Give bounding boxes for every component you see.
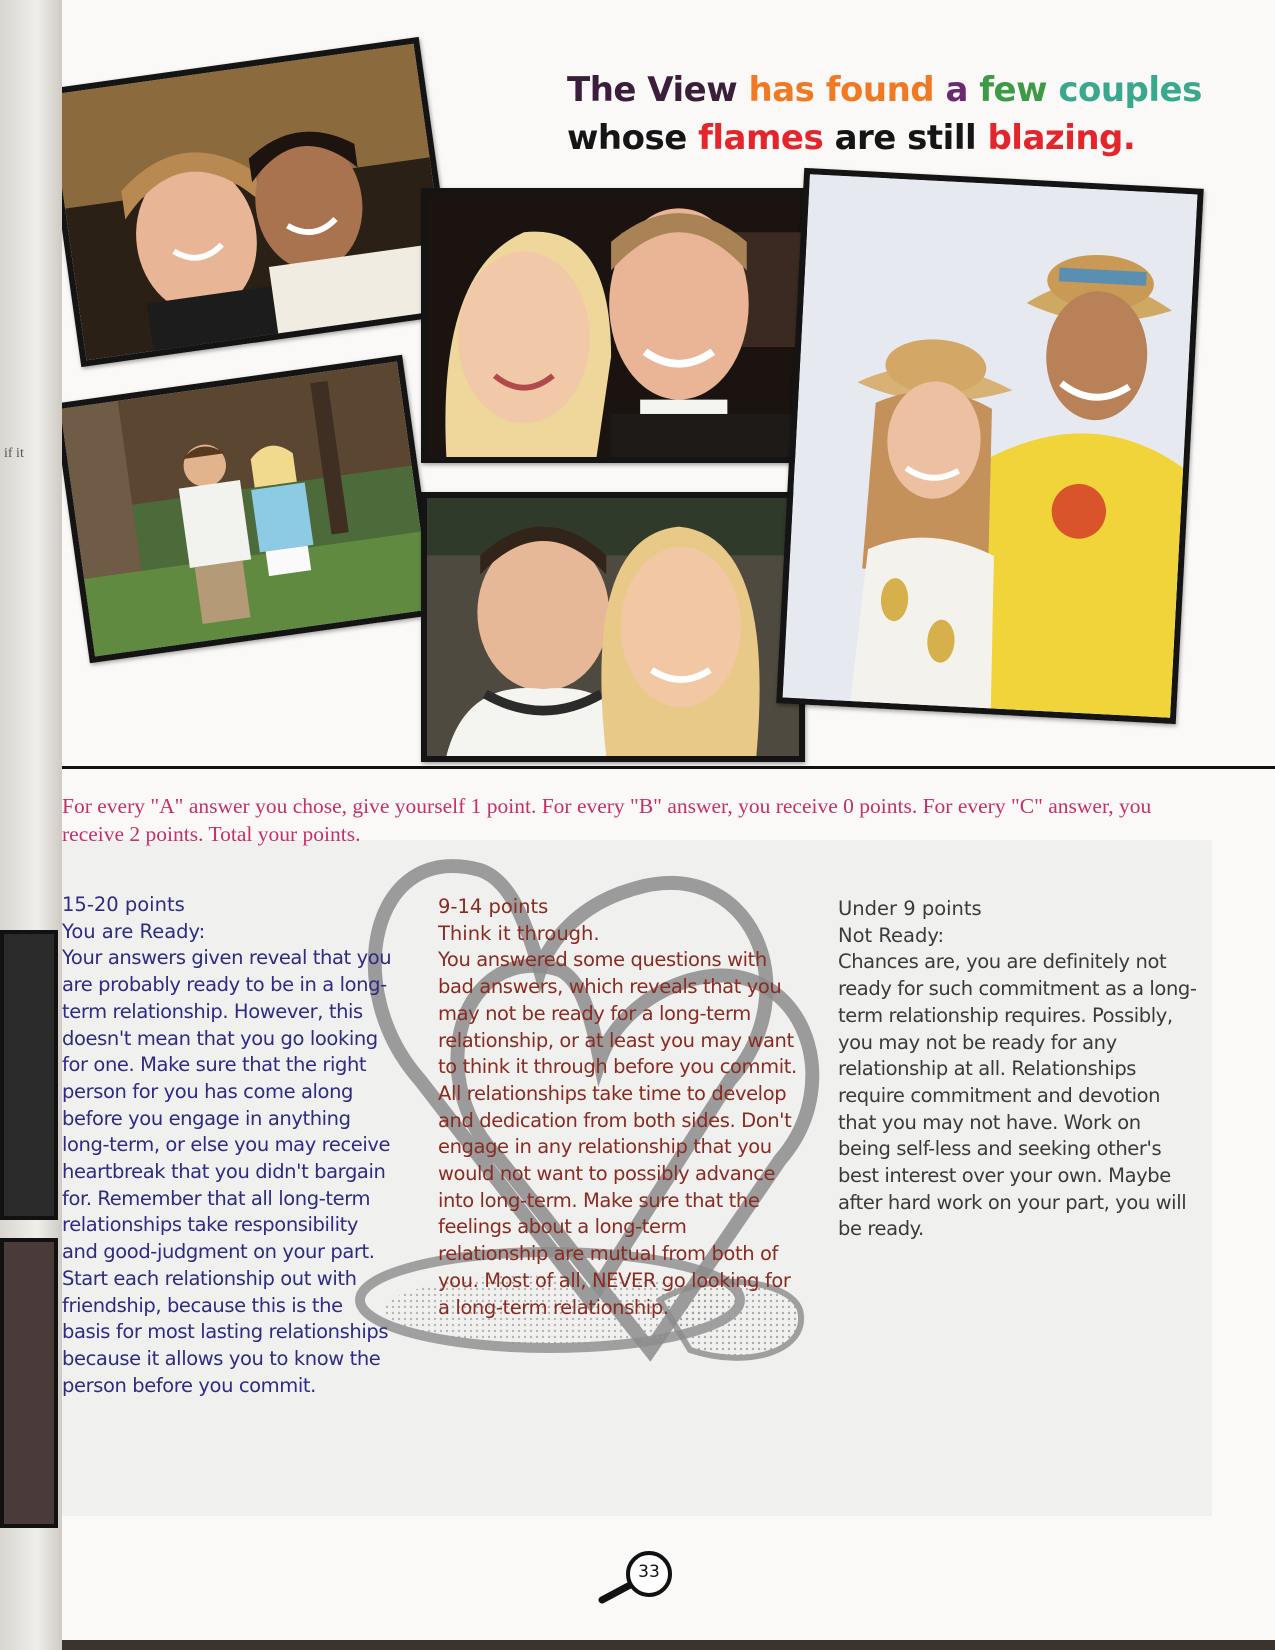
previous-page-photo-fragment [0, 930, 58, 1220]
result-column-not-ready [838, 896, 1198, 1243]
page-headline [567, 66, 1257, 162]
scoring-instructions: For every "A" answer you chose, give yourself 1 point. For every "B" answer, you receive 0 points. For every "C" answer, you receive 2 points. Total your points. [62, 794, 1152, 846]
headline-part: has found [748, 70, 946, 110]
headline-part: couples [1058, 70, 1202, 110]
result-column-ready [62, 892, 392, 1399]
result-description: You answered some questions with bad answers, which reveals that you may not be ready for a long-term relationship, or at least you may want to think it through before you commit. All relationships take time to develop and dedication from both sides. Don't engage in any relationship that you would not want to possibly advance into long-term. Make sure that the feelings about a long-term relationship are mutual from both of you. Most of all, NEVER go looking for a long-term relationship. [438, 948, 797, 1319]
yearbook-page [62, 0, 1275, 1640]
previous-page-photo-fragment [0, 1238, 58, 1528]
section-divider [62, 766, 1275, 769]
result-verdict: You are Ready: [62, 919, 206, 943]
couple-outdoors-photo [62, 355, 439, 663]
couple-straw-hats-photo [776, 168, 1204, 724]
page-number: 33 [638, 1562, 660, 1582]
headline-part: few [979, 70, 1059, 110]
result-description: Your answers given reveal that you are probably ready to be in a long-term relationship. However, this doesn't mean that you go looking for one. Make sure that the right person for you has come along before you engage in anything long-term, or else you may receive heartbreak that you didn't bargain for. Remember that all long-term relationships take responsibility and good-judgment on your part. Start each relationship out with friendship, because this is the basis for most lasting relationships because it allows you to know the person before you commit. [62, 946, 392, 1397]
headline-part: a [945, 70, 980, 110]
headline-part: whose [567, 118, 699, 158]
headline-part: are still [834, 118, 988, 158]
result-column-think-it-through [438, 894, 798, 1321]
previous-page-edge [0, 0, 62, 1650]
headline-part: flames [698, 118, 835, 158]
result-verdict: Not Ready: [838, 923, 945, 947]
result-range: Under 9 points [838, 897, 982, 920]
headline-part: The View [567, 70, 749, 110]
result-range: 9-14 points [438, 895, 549, 918]
headline-part: blazing. [987, 118, 1136, 158]
couple-selfie-photo [421, 492, 805, 762]
result-verdict: Think it through. [438, 921, 600, 945]
blonde-couple-closeup-photo [421, 188, 807, 463]
result-range: 15-20 points [62, 893, 185, 916]
previous-page-text-fragment: if it [4, 446, 24, 461]
result-description: Chances are, you are definitely not ready for such commitment as a long-term relationship requires. Possibly, you may not be ready for any relationship at all. Relationships require commitment and devotion that you may not have. Work on being self-less and seeking other's best interest over your own. Maybe after hard work on your part, you will be ready. [838, 950, 1197, 1241]
couple-on-deck-photo [62, 37, 458, 367]
